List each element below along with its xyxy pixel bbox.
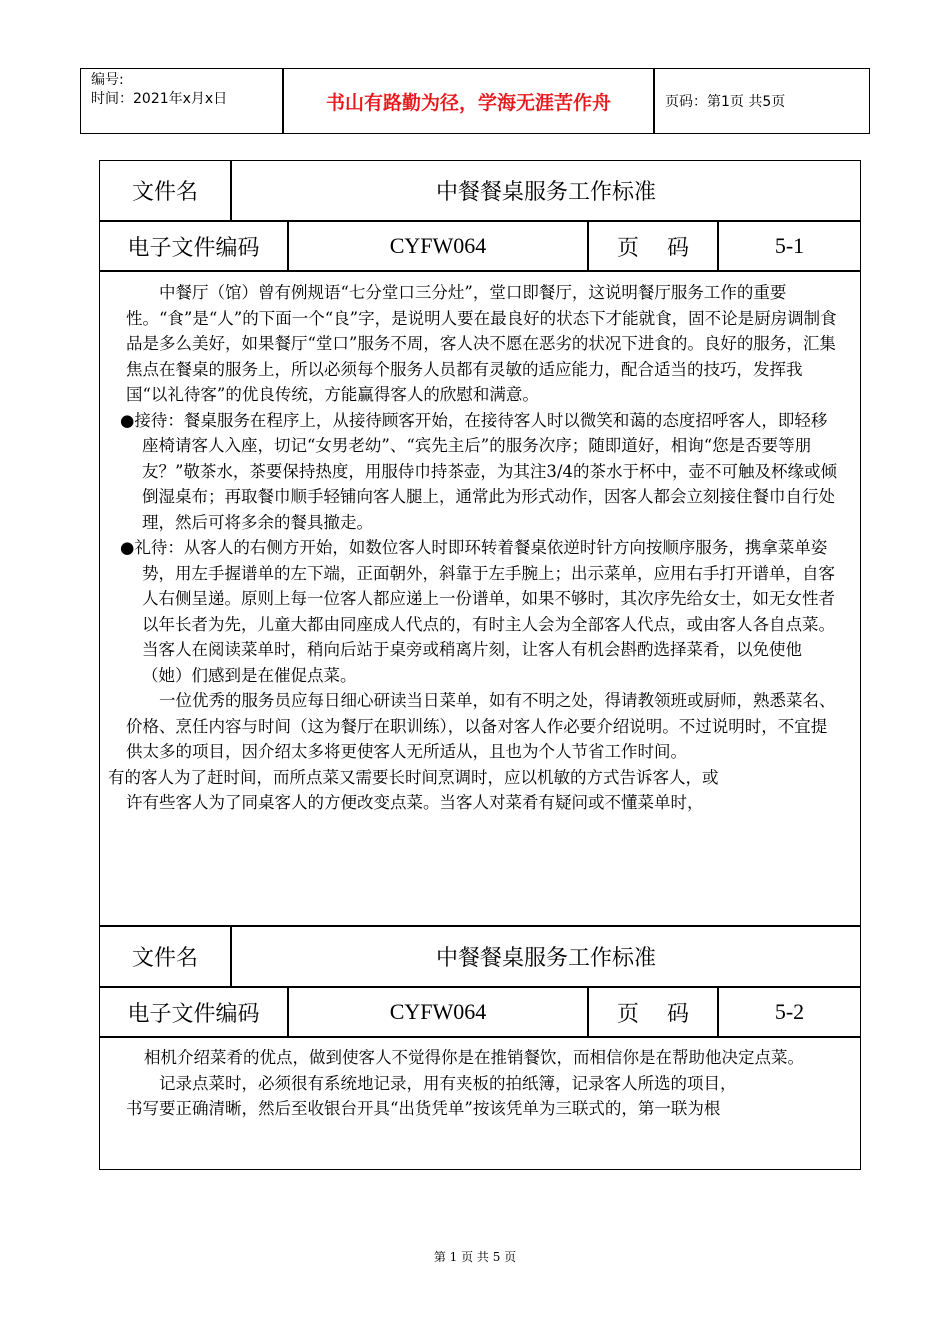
number-label: 编号: — [91, 72, 124, 88]
paragraph: 有的客人为了赶时间，而所点菜又需要长时间烹调时，应以机敏的方式告诉客人，或 — [108, 767, 719, 787]
bullet-paragraph: ●接待：餐桌服务在程序上，从接待顾客开始，在接待客人时以微笑和蔼的态度招呼客人，即轻移座椅请客人入座，切记“女男老幼”、“宾先主后”的服务次序；随即道好，相询“您是否要等朋友？”敬茶水，茶要保持热度，用服侍巾持茶壶，为其注3/4的茶水于杯中，壶不可触及杯缘或倾倒湿桌布；再取餐巾顺手轻铺向客人腿上，通常此为形式动作，因客人都会立刻接住餐巾自行处理，然后可将多余的餐具撤走。 — [120, 410, 837, 532]
date-label: 时间：2021年x月x日 — [91, 91, 228, 107]
motto: 书山有路勤为径，学海无涯苦作舟 — [283, 68, 654, 134]
file-name-label: 文件名 — [99, 160, 231, 221]
content-text — [126, 1045, 838, 1122]
code-value: CYFW064 — [288, 221, 588, 271]
content-area — [99, 1037, 861, 1170]
content-text — [108, 280, 838, 816]
page-label: 页 码 — [588, 221, 718, 271]
page-footer: 第 1 页 共 5 页 — [433, 1250, 517, 1264]
file-name-label: 文件名 — [99, 926, 231, 987]
paragraph: 中餐厅（馆）曾有例规语“七分堂口三分灶”，堂口即餐厅，这说明餐厅服务工作的重要性。“食”是“人”的下面一个“良”字，是说明人要在最良好的状态下才能就食，固不论是厨房调制食品是多么美好，如果餐厅“堂口”服务不周，客人决不愿在恶劣的状况下进食的。良好的服务，汇集焦点在餐桌的服务上，所以必须每个服务人员都有灵敏的适应能力，配合适当的技巧，发挥我国“以礼待客”的优良传统，方能赢得客人的欣慰和满意。 — [126, 283, 837, 404]
paragraph: 一位优秀的服务员应每日细心研读当日菜单，如有不明之处，得请教领班或厨师，熟悉菜名、价格、烹任内容与时间（这为餐厅在职训练），以备对客人作必要介绍说明。不过说明时，不宜提供太多的项目，因介绍太多将更使客人无所适从，且也为个人节省工作时间。 — [126, 691, 836, 761]
paragraph: 书写要正确清晰，然后至收银台开具“出货凭单”按该凭单为三联式的，第一联为根 — [126, 1099, 721, 1118]
file-name-value: 中餐餐桌服务工作标准 — [231, 160, 861, 221]
page-value: 5-1 — [718, 221, 861, 271]
page-info: 页码：第1页 共5页 — [654, 68, 870, 134]
code-label: 电子文件编码 — [99, 221, 288, 271]
header-meta — [80, 68, 283, 134]
page-label: 页 码 — [588, 987, 718, 1037]
paragraph: 许有些客人为了同桌客人的方便改变点菜。当客人对菜肴有疑问或不懂菜单时， — [126, 793, 704, 812]
bullet-paragraph: ●礼待：从客人的右侧方开始，如数位客人时即环转着餐桌依逆时针方向按顺序服务，携拿菜单姿势，用左手握谱单的左下端，正面朝外，斜靠于左手腕上；出示菜单，应用右手打开谱单，自客人右侧呈递。原则上每一位客人都应递上一份谱单，如果不够时，其次序先给女士，如无女性者以年长者为先，儿童大都由同座成人代点的，有时主人会为全部客人代点，或由客人各自点菜。当客人在阅读菜单时，稍向后站于桌旁或稍离片刻，让客人有机会斟酌选择菜肴，以免使他（她）们感到是在催促点菜。 — [120, 538, 835, 685]
paragraph: 记录点菜时，必须很有系统地记录，用有夹板的拍纸簿，记录客人所选的项目， — [159, 1073, 737, 1093]
code-value: CYFW064 — [288, 987, 588, 1037]
content-area — [99, 271, 861, 926]
page-value: 5-2 — [718, 987, 861, 1037]
file-name-value: 中餐餐桌服务工作标准 — [231, 926, 861, 987]
code-label: 电子文件编码 — [99, 987, 288, 1037]
paragraph: 相机介绍菜肴的优点，做到使客人不觉得你是在推销餐饮，而相信你是在帮助他决定点菜。 — [144, 1048, 804, 1067]
